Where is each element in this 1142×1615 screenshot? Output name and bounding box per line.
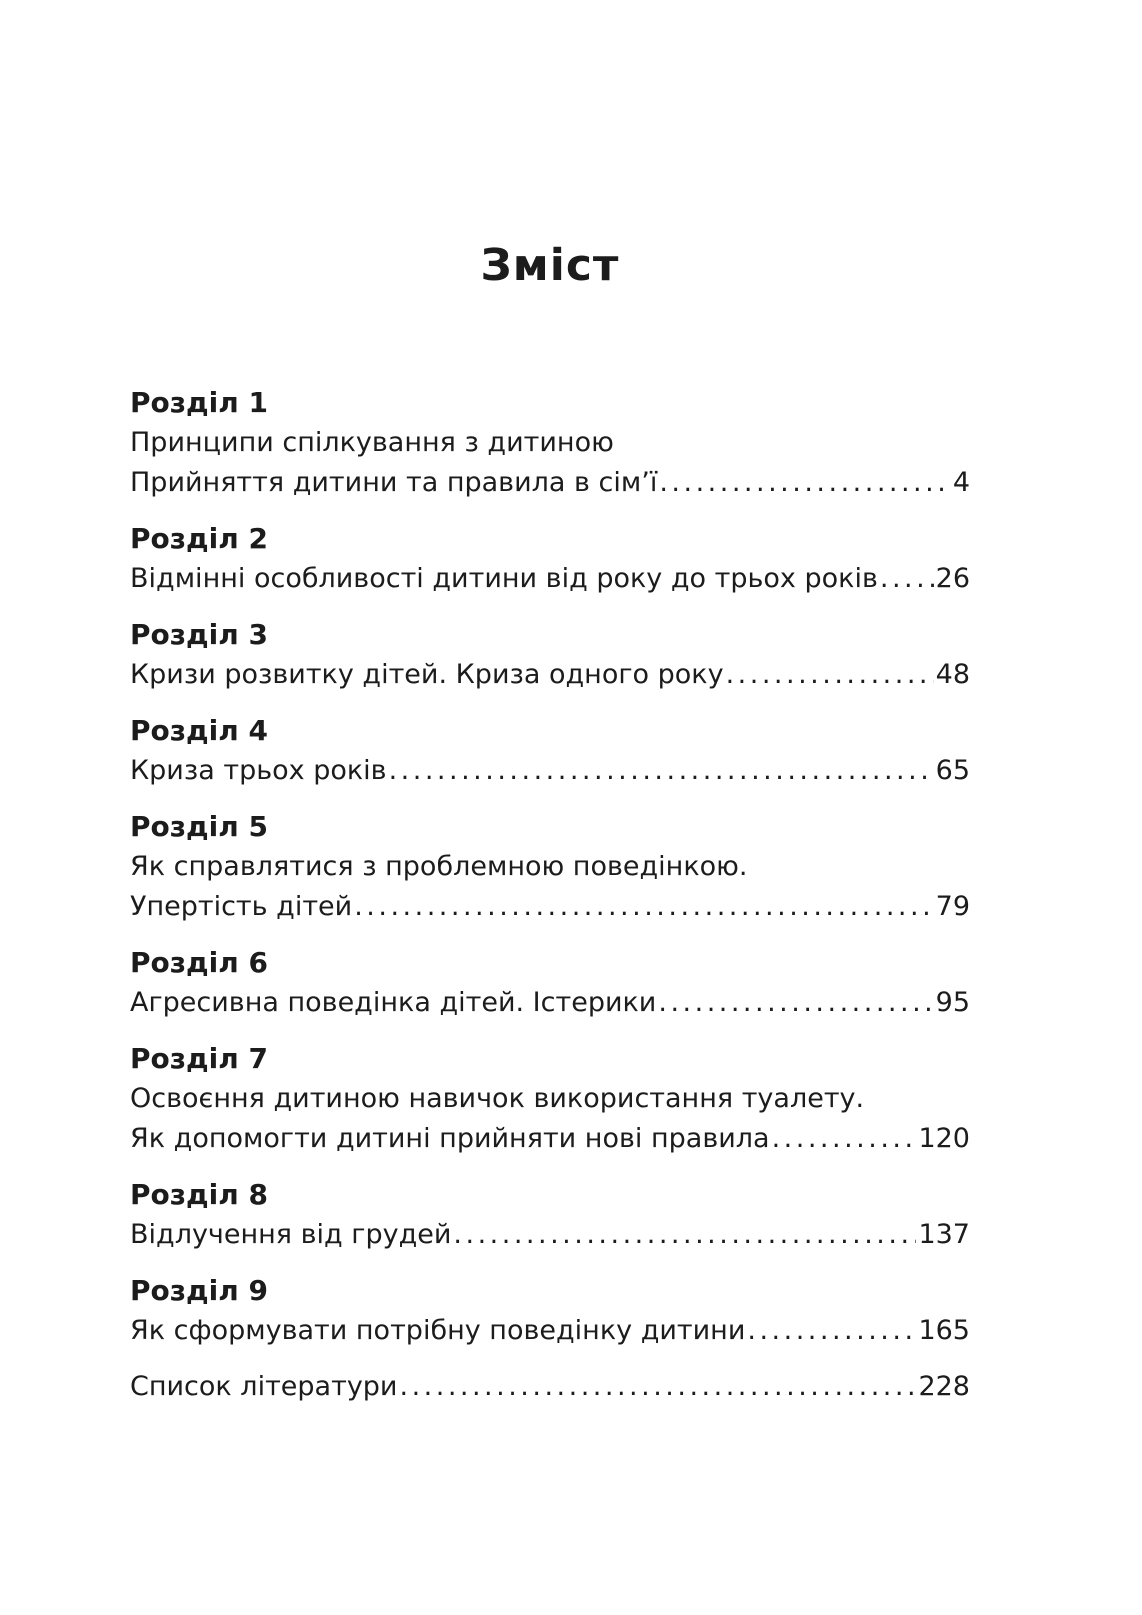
chapter-label: Розділ 1 (130, 386, 268, 419)
page-number: 137 (918, 1219, 970, 1250)
dot-leader (747, 1311, 916, 1351)
toc-entry (130, 615, 970, 695)
toc-entry (130, 1039, 970, 1159)
leader-text: Прийняття дитини та правила в сім’ї (130, 467, 658, 498)
toc-entry (130, 1367, 970, 1407)
leader-text: Як допомогти дитині прийняти нові правила (130, 1123, 770, 1154)
toc-entry (130, 711, 970, 791)
leader-row (130, 1367, 970, 1407)
chapter-label: Розділ 9 (130, 1274, 268, 1307)
toc-entry (130, 807, 970, 927)
page-number: 65 (935, 755, 970, 786)
toc-entry (130, 383, 970, 503)
leader-text: Агресивна поведінка дітей. Істерики (130, 987, 657, 1018)
leader-text: Відлучення від грудей (130, 1219, 452, 1250)
dot-leader (389, 751, 934, 791)
page-number: 95 (935, 987, 970, 1018)
chapter-label: Розділ 3 (130, 618, 268, 651)
leader-row (130, 887, 970, 927)
leader-row (130, 463, 970, 503)
toc-entries (130, 383, 970, 1407)
page-number: 4 (952, 467, 970, 498)
toc-entry (130, 943, 970, 1023)
dot-leader (772, 1119, 917, 1159)
page-number: 26 (935, 563, 970, 594)
leader-row (130, 1119, 970, 1159)
toc-entry (130, 1175, 970, 1255)
page-number: 228 (918, 1371, 970, 1402)
leader-row (130, 983, 970, 1023)
dot-leader (726, 655, 934, 695)
chapter-label: Розділ 2 (130, 522, 268, 555)
leader-row (130, 655, 970, 695)
page-title: Зміст (480, 240, 620, 291)
leader-text: Кризи розвитку дітей. Криза одного року (130, 659, 724, 690)
chapter-label: Розділ 4 (130, 714, 268, 747)
dot-leader (880, 559, 934, 599)
leader-row (130, 751, 970, 791)
entry-text-line: Як справлятися з проблемною поведінкою. (130, 851, 748, 882)
entry-text-line: Освоєння дитиною навичок використання туалету. (130, 1083, 865, 1114)
chapter-label: Розділ 8 (130, 1178, 268, 1211)
dot-leader (354, 887, 933, 927)
leader-text: Список літератури (130, 1371, 398, 1402)
toc-entry (130, 519, 970, 599)
page-number: 165 (918, 1315, 970, 1346)
dot-leader (659, 463, 950, 503)
leader-text: Упертість дітей (130, 891, 353, 922)
chapter-label: Розділ 7 (130, 1042, 268, 1075)
entry-text-line: Принципи спілкування з дитиною (130, 427, 614, 458)
leader-text: Відмінні особливості дитини від року до трьох років (130, 563, 878, 594)
chapter-label: Розділ 6 (130, 946, 268, 979)
leader-row (130, 1215, 970, 1255)
leader-text: Криза трьох років (130, 755, 387, 786)
page-number: 79 (935, 891, 970, 922)
dot-leader (453, 1215, 916, 1255)
leader-text: Як сформувати потрібну поведінку дитини (130, 1315, 746, 1346)
page-number: 120 (918, 1123, 970, 1154)
chapter-label: Розділ 5 (130, 810, 268, 843)
dot-leader (399, 1367, 916, 1407)
toc-entry (130, 1271, 970, 1351)
leader-row (130, 1311, 970, 1351)
leader-row (130, 559, 970, 599)
page-number: 48 (935, 659, 970, 690)
dot-leader (658, 983, 933, 1023)
